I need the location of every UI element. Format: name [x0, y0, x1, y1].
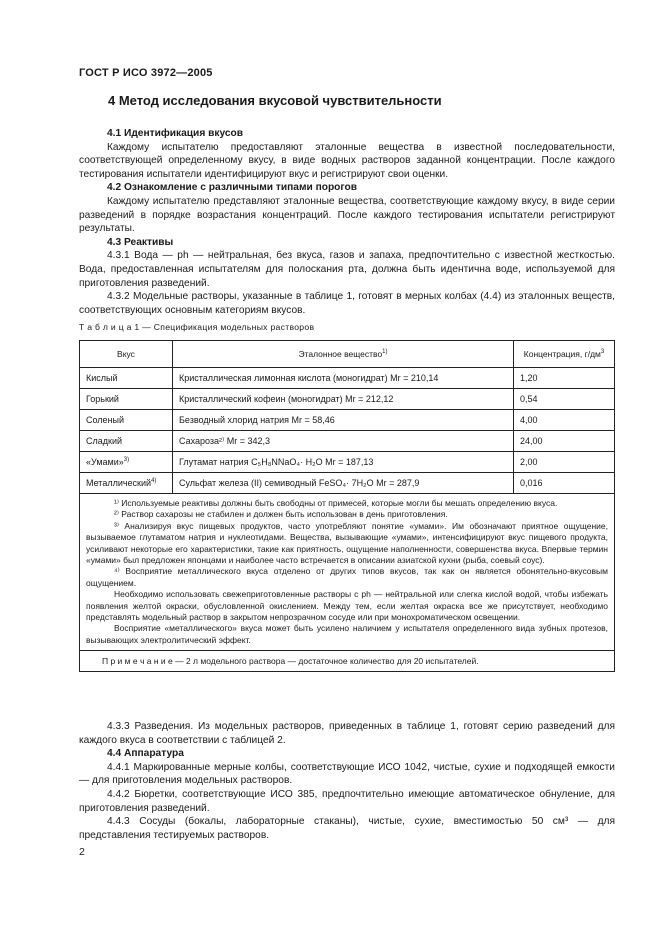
cell-taste [80, 410, 173, 431]
header-taste [80, 341, 173, 368]
table-caption: Т а б л и ц а 1 — Спецификация модельных растворов [79, 322, 315, 332]
cell-substance: Сульфат железа (II) семиводный FeSO₄· 7H₂O Mr = 287,9 [173, 473, 514, 494]
cell-substance: Глутамат натрия C₅H₈NNaO₄· H₂O Mr = 187,13 [173, 452, 514, 473]
section-title: 4 Метод исследования вкусовой чувствительности [108, 93, 442, 108]
table-note-row [80, 651, 615, 672]
heading-4-2: 4.2 Ознакомление с различными типами порогов [107, 182, 357, 194]
section-body-top [79, 127, 615, 317]
taste-label: Соленый [86, 415, 125, 425]
cell-taste [80, 431, 173, 452]
cell-taste [80, 473, 173, 494]
taste-sup: 4) [151, 478, 157, 484]
cell-conc: 4,00 [514, 410, 615, 431]
table-row [80, 473, 615, 494]
footnote-4: ⁴⁾ Восприятие металлического вкуса отделено от других типов вкусов, так как он является обонятельно-вкусовым ощущением. [86, 566, 608, 588]
table-note [80, 651, 615, 672]
header-conc [514, 341, 615, 368]
table-footnotes-row [80, 494, 615, 651]
heading-4-3: 4.3 Реактивы [107, 236, 174, 248]
header-substance-label: Эталонное вещество [298, 349, 383, 359]
table-note-text: П р и м е ч а н и е — 2 л модельного раствора — достаточное количество для 20 испытателей. [102, 656, 479, 667]
cell-substance: Кристаллический кофеин (моногидрат) Mr = 212,12 [173, 389, 514, 410]
taste-label: «Умами» [86, 457, 124, 467]
cell-taste [80, 368, 173, 389]
cell-substance: Сахароза²⁾ Mr = 342,3 [173, 431, 514, 452]
cell-taste [80, 452, 173, 473]
taste-label: Горький [86, 394, 119, 404]
cell-substance: Кристаллическая лимонная кислота (моногидрат) Mr = 210,14 [173, 368, 514, 389]
spec-table [79, 340, 615, 672]
cell-conc: 1,20 [514, 368, 615, 389]
header-conc-sup: 3 [600, 349, 605, 356]
table-row [80, 410, 615, 431]
cell-substance: Безводный хлорид натрия Mr = 58,46 [173, 410, 514, 431]
cell-conc: 24,00 [514, 431, 615, 452]
table-row [80, 431, 615, 452]
section-body-bottom [79, 720, 615, 842]
taste-label: Кислый [86, 373, 118, 383]
header-conc-label: Концентрация, г/дм [523, 349, 601, 359]
footnote-paragraph-1: Необходимо использовать свежеприготовленные растворы с ph — нейтральной или слегка кислой водой, чтобы избежать появления желтой окраски, обусловленной окислением. Между тем, если желтая окраска все же присутствует, необходимо представлять модельный раствор в закрытом непрозрачном сосуде или при монохроматическом освещении. [86, 589, 608, 623]
table-header-row [80, 341, 615, 368]
header-taste-label: Вкус [117, 349, 135, 359]
paragraph-4-1: Каждому испытателю предоставляют эталонные вещества в известной последовательности, соответствующей определенному вкусу, в виде водных растворов заданной концентрации. После каждого тестирования испытатели идентифицируют вкус и регистрируют свои оценки. [79, 141, 615, 180]
paragraph-4-4-3: 4.4.3 Сосуды (бокалы, лабораторные стаканы), чистые, сухие, вместимостью 50 см³ — для представления тестируемых растворов. [79, 816, 615, 841]
footnote-1: ¹⁾ Используемые реактивы должны быть свободны от примесей, которые могли бы мешать определению вкуса. [114, 498, 558, 508]
header-substance-sup: 1) [382, 349, 388, 356]
table-footnotes [80, 494, 615, 651]
heading-4-4: 4.4 Аппаратура [107, 748, 184, 760]
cell-conc: 0,54 [514, 389, 615, 410]
taste-label: Металлический [86, 478, 152, 488]
paragraph-4-4-1: 4.4.1 Маркированные мерные колбы, соответствующие ИСО 1042, чистые, сухие и подходящей емкости — для приготовления модельных растворов. [79, 761, 615, 787]
table-row [80, 368, 615, 389]
taste-label: Сладкий [86, 436, 122, 446]
table-row [80, 452, 615, 473]
paragraph-4-4-2: 4.4.2 Бюретки, соответствующие ИСО 385, предпочтительно имеющие автоматическое обнуление, для приготовления разведений. [79, 788, 615, 814]
page-number: 2 [79, 846, 85, 858]
paragraph-4-3-1: 4.3.1 Вода — ph — нейтральная, без вкуса, газов и запаха, предпочтительно с известной жесткостью. Вода, предоставленная испытателям для полоскания рта, должна быть идентична воде, используемой для приготовления разведений. [79, 250, 615, 289]
heading-4-1: 4.1 Идентификация вкусов [107, 128, 244, 139]
paragraph-4-3-3: 4.3.3 Разведения. Из модельных растворов, приведенных в таблице 1, готовят серию разведений для каждого вкуса в соответствии с таблицей 2. [79, 721, 615, 746]
table-row [80, 389, 615, 410]
cell-taste [80, 389, 173, 410]
footnote-2: ²⁾ Раствор сахарозы не стабилен и должен быть использован в день приготовления. [114, 509, 448, 520]
header-substance [173, 341, 514, 368]
document-header: ГОСТ Р ИСО 3972—2005 [79, 67, 213, 79]
paragraph-4-3-2: 4.3.2 Модельные растворы, указанные в таблице 1, готовят в мерных колбах (4.4) из эталонных веществ, соответствующих основным категориям вкусов. [79, 291, 615, 316]
taste-sup: 3) [123, 457, 130, 463]
footnote-3: ³⁾ Анализируя вкус пищевых продуктов, часто употребляют понятие «умами». Им обозначают приятное ощущение, вызываемое глутаматом натрия и нуклеотидами. Вещества, вызывающие «умами», интенсифицируют вкус пищевого продукта, усиливают некоторые его характеристики, такие как приятность, ощущение наполненности, совершенства вкуса. Впервые термин «умами» был предложен японцами и наиболее часто встречается в описании азиатской кухни (рыба, соевый соус). [86, 520, 608, 566]
cell-conc: 2,00 [514, 452, 615, 473]
paragraph-4-2: Каждому испытателю представляют эталонные вещества, соответствующие каждому вкусу, в виде серии разведений в порядке возрастания концентраций. После каждого тестирования испытатели регистрируют результаты. [79, 195, 615, 235]
footnote-paragraph-2: Восприятие «металлического» вкуса может быть усилено наличием у испытателя определенного вида зубных протезов, вызывающих электролитический эффект. [86, 623, 608, 645]
cell-conc: 0,016 [514, 473, 615, 494]
